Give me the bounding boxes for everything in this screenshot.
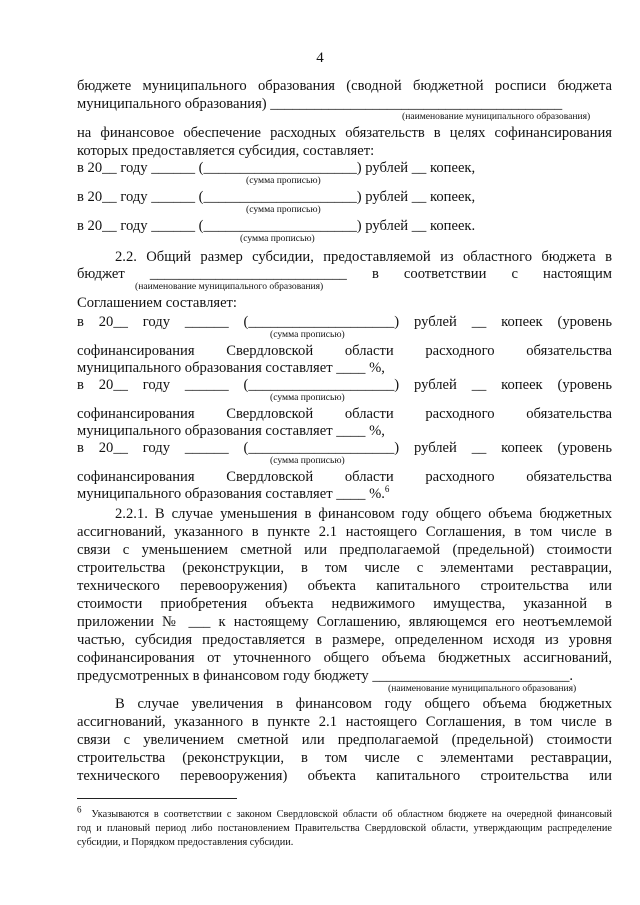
- text-line: 2.2.1. В случае уменьшения в финансовом году общего объема бюджетных: [115, 506, 612, 522]
- text-line: в 20__ году ______ (_____________________) рублей __ копеек,: [77, 160, 476, 176]
- text-line: частью, субсидия предоставляется в размере, определенном исходя из уровня: [77, 632, 612, 648]
- caption-sum: (сумма прописью): [270, 392, 345, 403]
- caption-sum: (сумма прописью): [246, 175, 321, 186]
- text-line: в 20__ году ______ (____________________) рублей __ копеек (уровень: [77, 440, 612, 456]
- text-line: муниципального образования составляет ____ %,: [77, 360, 385, 376]
- footnote-separator: [77, 798, 237, 799]
- text-line: в 20__ году ______ (_____________________) рублей __ копеек,: [77, 189, 476, 205]
- caption-municipality: (наименование муниципального образования): [135, 281, 324, 292]
- text-line: бюджет ___________________________ в соответствии с настоящим: [77, 266, 612, 282]
- text-line: муниципального образования составляет ____ %,: [77, 423, 385, 439]
- text-line: Соглашением составляет:: [77, 295, 237, 311]
- footnote-ref: 6: [384, 484, 390, 495]
- text-line: софинансирования Свердловской области расходного обязательства: [77, 343, 612, 359]
- text-line: в 20__ году ______ (____________________) рублей __ копеек (уровень: [77, 314, 612, 330]
- text-line: ассигнований, указанного в пункте 2.1 настоящего Соглашения, в том числе в: [77, 714, 612, 730]
- text-line: технического перевооружения) объекта капитального строительства или: [77, 768, 612, 784]
- text-line: на финансовое обеспечение расходных обязательств в целях софинансирования: [77, 125, 612, 141]
- text-line: строительства (реконструкции, в том числе с элементами реставрации,: [77, 560, 612, 576]
- text-line: технического перевооружения) объекта капитального строительства или: [77, 578, 612, 594]
- text-line: приложении № ___ к настоящему Соглашению, являющемся его неотъемлемой: [77, 614, 612, 630]
- footnote-line: $^6$ Указываются в соответствии с законом Свердловской области об областном бюджете на очередной финансовый: [77, 804, 612, 820]
- text-line: софинансирования от уточненного общего объема бюджетных ассигнований,: [77, 650, 612, 666]
- text-line: строительства (реконструкции, в том числе с элементами реставрации,: [77, 750, 612, 766]
- text-line: муниципального образования составляет ____ %.$^6$: [77, 484, 390, 502]
- footnote-line: субсидии, и Порядком предоставления субсидии.: [77, 837, 294, 848]
- text-line: в 20__ году ______ (_____________________) рублей __ копеек.: [77, 218, 476, 234]
- text-line: бюджете муниципального образования (сводной бюджетной росписи бюджета: [77, 78, 612, 94]
- text-line: софинансирования Свердловской области расходного обязательства: [77, 469, 612, 485]
- text-line: В случае увеличения в финансовом году общего объема бюджетных: [115, 696, 612, 712]
- text-line: которых предоставляется субсидия, составляет:: [77, 143, 375, 159]
- text-line: связи с увеличением сметной или предполагаемой (предельной) стоимости: [77, 732, 612, 748]
- text-line: в 20__ году ______ (____________________) рублей __ копеек (уровень: [77, 377, 612, 393]
- text-line: предусмотренных в финансовом году бюджету ___________________________.: [77, 668, 574, 684]
- footnote-line: год и плановый период либо постановлением Правительства Свердловской области, утверждающим распределение: [77, 823, 612, 834]
- text-line: 2.2. Общий размер субсидии, предоставляемой из областного бюджета в: [115, 249, 612, 265]
- page-number: 4: [316, 50, 324, 66]
- caption-sum: (сумма прописью): [240, 233, 315, 244]
- caption-sum: (сумма прописью): [270, 329, 345, 340]
- text-line: софинансирования Свердловской области расходного обязательства: [77, 406, 612, 422]
- caption-sum: (сумма прописью): [270, 455, 345, 466]
- text-line: стоимости приобретения объекта недвижимого имущества, указанной в: [77, 596, 612, 612]
- caption-municipality: (наименование муниципального образования): [402, 111, 591, 122]
- caption-municipality: (наименование муниципального образования): [388, 683, 577, 694]
- text-line: муниципального образования) ________________________________________: [77, 96, 563, 112]
- text-line: ассигнований, указанного в пункте 2.1 настоящего Соглашения, в том числе в: [77, 524, 612, 540]
- text-line: связи с уменьшением сметной или предполагаемой (предельной) стоимости: [77, 542, 612, 558]
- footnote-mark: 6: [77, 804, 82, 815]
- caption-sum: (сумма прописью): [246, 204, 321, 215]
